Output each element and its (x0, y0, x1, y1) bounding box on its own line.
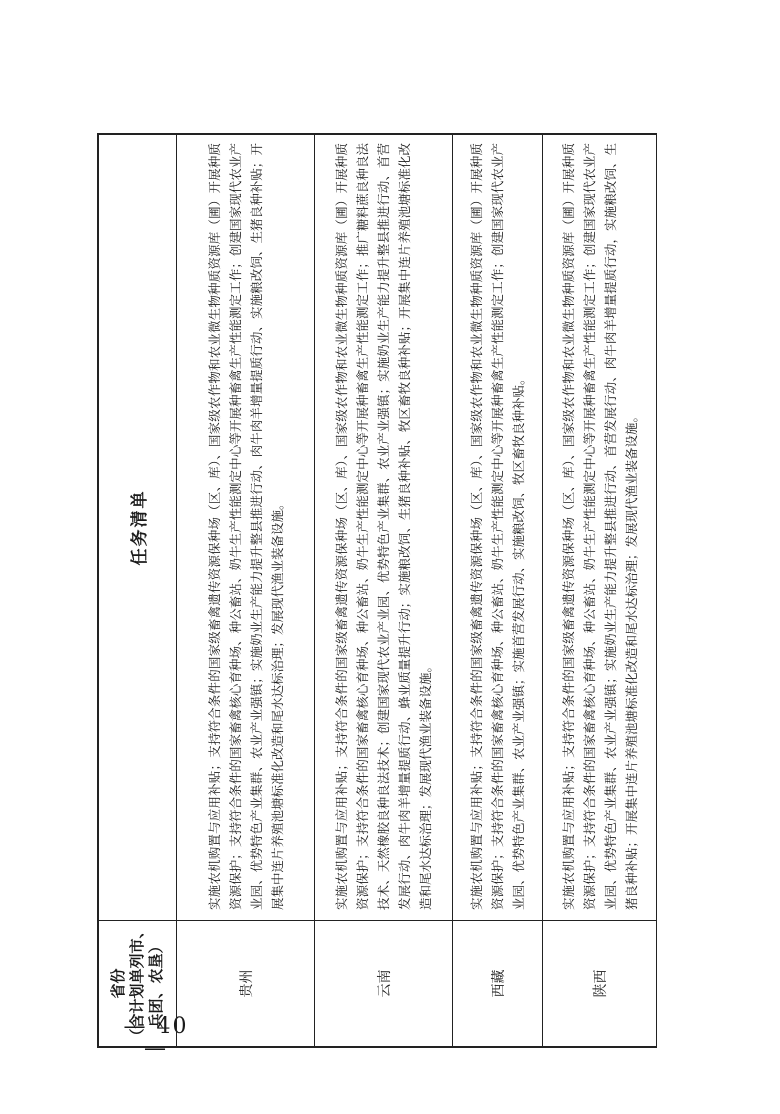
table-row (543, 135, 657, 1047)
table-header-row (99, 135, 177, 1047)
province-cell: 陕西 (543, 921, 657, 1047)
tasks-cell: 实施农机购置与应用补贴；支持符合条件的国家级畜禽遗传资源保种场（区、库）、国家级农作物和农业微生物种质资源库（圃）开展种质资源保护；支持符合条件的国家畜禽核心育种场、种公畜站、奶牛生产性能测定中心等开展种畜禽生产性能测定工作；创建国家现代农业产业园、优势特色产业集群、农业产业强镇；实施奶业生产能力提升整县推进行动、首营发展行动、肉牛肉羊增量提质行动，实施粮改饲、生猪良种补贴；开展集中连片养殖池塘标准化改造和尾水达标治理；发展现代渔业装备设施。 (543, 135, 657, 921)
table-row (315, 135, 453, 1047)
page-number: — 40 — (123, 1014, 189, 1061)
table-row (453, 135, 543, 1047)
rotated-table-frame (97, 133, 657, 1061)
province-cell: 云南 (315, 921, 453, 1047)
task-column-header (99, 135, 177, 921)
tasks-cell: 实施农机购置与应用补贴；支持符合条件的国家级畜禽遗传资源保种场（区、库）、国家级农作物和农业微生物种质资源库（圃）开展种质资源保护；支持符合条件的国家畜禽核心育种场、种公畜站、奶牛生产性能测定中心等开展种畜禽生产性能测定工作；创建国家现代农业产业园、优势特色产业集群、农业产业强镇；实施首营发展行动、实施粮改饲、牧区畜牧良种补贴。 (453, 135, 543, 921)
task-header-text: 任务清单 (130, 489, 150, 566)
table-row (177, 135, 315, 1047)
province-cell: 西藏 (453, 921, 543, 1047)
tasks-cell: 实施农机购置与应用补贴；支持符合条件的国家级畜禽遗传资源保种场（区、库）、国家级农作物和农业微生物种质资源库（圃）开展种质资源保护；支持符合条件的国家畜禽核心育种场、种公畜站、奶牛生产性能测定中心等开展种畜禽生产性能测定工作；推广糖料蔗良种良法技术、天然橡胶良种良法技术；创建国家现代农业产业园、优势特色产业集群、农业产业强镇；实施奶业生产能力提升整县推进行动、首营发展行动、肉牛肉羊增量提质行动、蜂业质量提升行动；实施粮改饲、生猪良种补贴、牧区畜牧良种补贴；开展集中连片养殖池塘标准化改造和尾水达标治理；发展现代渔业装备设施。 (315, 135, 453, 921)
province-header-text: 省份 （含计划单列市、兵团、农垦） (109, 923, 165, 1044)
tasks-cell: 实施农机购置与应用补贴；支持符合条件的国家级畜禽遗传资源保种场（区、库）、国家级农作物和农业微生物种质资源库（圃）开展种质资源保护；支持符合条件的国家畜禽核心育种场、种公畜站、奶牛生产性能测定中心等开展种畜禽生产性能测定工作；创建国家现代农业产业园、优势特色产业集群、农业产业强镇；实施奶业生产能力提升整县推进行动、肉牛肉羊增量提质行动、实施粮改饲、生猪良种补贴；开展集中连片养殖池塘标准化改造和尾水达标治理；发展现代渔业装备设施。 (177, 135, 315, 921)
province-cell: 贵州 (177, 921, 315, 1047)
task-list-table (98, 134, 657, 1061)
province-column-header (99, 921, 177, 1047)
